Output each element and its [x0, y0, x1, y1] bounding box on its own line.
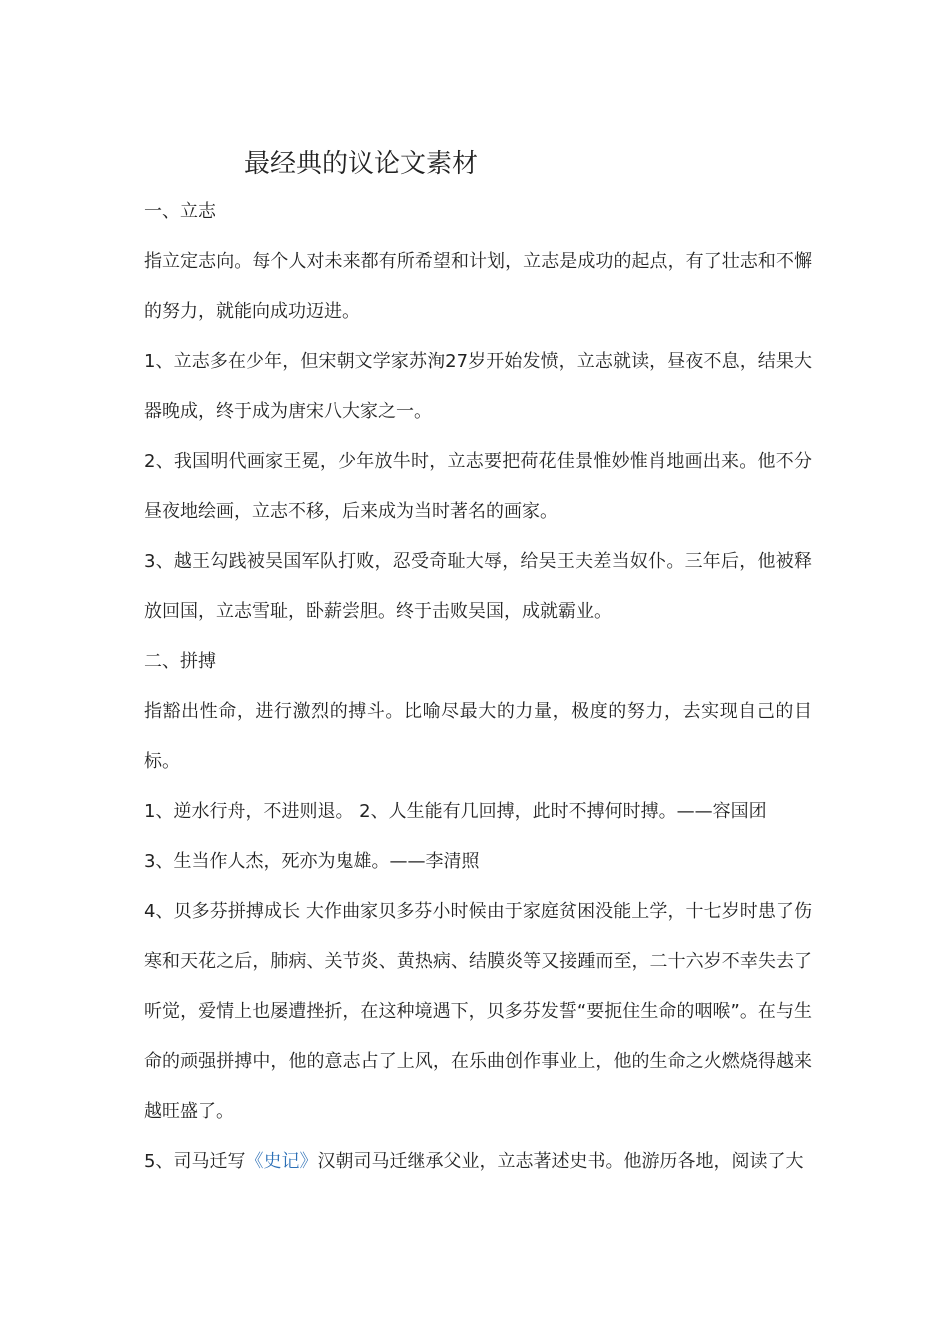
paragraph-pinbo-item-4: 4、贝多芬拼搏成长 大作曲家贝多芬小时候由于家庭贫困没能上学，十七岁时患了伤寒和天花之后，肺病、关节炎、黄热病、结膜炎等又接踵而至，二十六岁不幸失去了听觉，爱情上也屡遭挫折，在这种境遇下，贝多芬发誓“要扼住生命的咽喉”。在与生命的顽强拼搏中，他的意志占了上风，在乐曲创作事业上，他的生命之火燃烧得越来越旺盛了。 [144, 901, 812, 1122]
paragraph-lizhi-item-3: 3、越王勾践被吴国军队打败，忍受奇耻大辱，给吴王夫差当奴仆。三年后，他被释放回国，立志雪耻，卧薪尝胆。终于击败吴国，成就霸业。 [144, 551, 812, 622]
paragraph-lizhi-intro: 指立定志向。每个人对未来都有所希望和计划，立志是成功的起点，有了壮志和不懈的努力，就能向成功迈进。 [144, 251, 812, 322]
paragraph-pinbo-item-1-2: 1、逆水行舟，不进则退。 2、人生能有几回搏，此时不搏何时搏。——容国团 [144, 801, 767, 822]
section-heading-pinbo: 二、拼搏 [144, 651, 216, 672]
paragraph-pinbo-intro: 指豁出性命，进行激烈的搏斗。比喻尽最大的力量，极度的努力，去实现自己的目标。 [144, 701, 812, 772]
document-title: 最经典的议论文素材 [244, 149, 479, 179]
paragraph-pinbo-item-5 [144, 1137, 812, 1187]
paragraph-pinbo-item-3: 3、生当作人杰，死亦为鬼雄。——李清照 [144, 851, 480, 872]
document-body [144, 187, 812, 1187]
section-heading-lizhi: 一、立志 [144, 201, 216, 222]
paragraph-lizhi-item-1: 1、立志多在少年，但宋朝文学家苏洵27岁开始发愤，立志就读，昼夜不息，结果大器晚成，终于成为唐宋八大家之一。 [144, 351, 812, 422]
shiji-link[interactable]: 《史记》 [245, 1151, 318, 1172]
paragraph-lizhi-item-2: 2、我国明代画家王冕，少年放牛时，立志要把荷花佳景惟妙惟肖地画出来。他不分昼夜地绘画，立志不移，后来成为当时著名的画家。 [144, 451, 812, 522]
item-5-suffix: 汉朝司马迁继承父业，立志著述史书。他游历各地，阅读了大 [317, 1151, 804, 1172]
item-5-prefix: 5、司马迁写 [144, 1151, 246, 1172]
